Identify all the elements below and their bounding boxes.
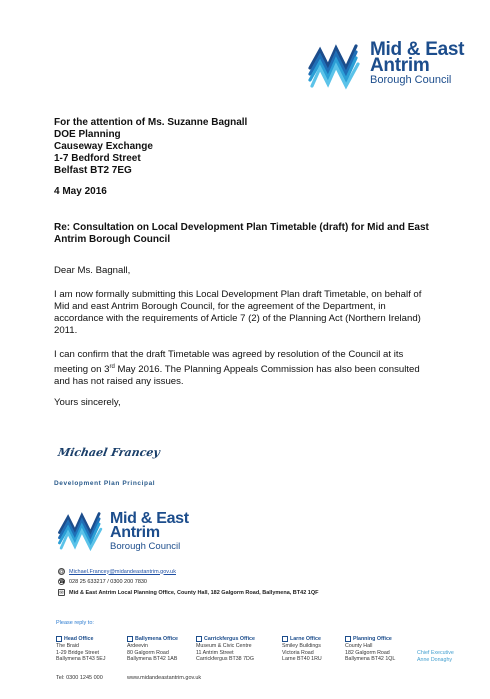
contact-phone: 028 25 633217 / 0300 200 7830	[69, 578, 147, 585]
checkbox-icon	[56, 636, 62, 642]
recipient-line1: For the attention of Ms. Suzanne Bagnall	[54, 117, 248, 128]
office-planning	[345, 636, 395, 663]
footer-tel: Tel: 0300 1245 000	[56, 675, 103, 681]
office-line1: Museum & Civic Centre	[196, 642, 252, 649]
footer-logo-line2: Antrim	[110, 524, 160, 541]
office-name: Head Office	[64, 636, 94, 642]
p2-line2-sup: rd	[109, 364, 115, 370]
closing: Yours sincerely,	[54, 397, 121, 408]
office-line3: Ballymena BT43 5EJ	[56, 656, 106, 663]
email-icon: @	[59, 569, 65, 575]
recipient-address	[54, 117, 247, 177]
paragraph-2	[54, 349, 452, 388]
office-line2: 11 Antrim Street	[196, 649, 234, 656]
p1-line4: 2011.	[54, 325, 78, 336]
paragraph-1	[54, 289, 452, 337]
chief-executive	[417, 650, 454, 664]
office-head	[56, 636, 105, 663]
office-name: Planning Office	[353, 636, 392, 642]
office-name: Carrickfergus Office	[204, 636, 255, 642]
envelope-icon: ✉	[59, 590, 64, 596]
contact-email-row	[58, 568, 176, 575]
office-ballymena	[127, 636, 178, 663]
salutation: Dear Ms. Bagnall,	[54, 265, 131, 276]
checkbox-icon	[196, 636, 202, 642]
checkbox-icon	[282, 636, 288, 642]
signatory-role: Development Plan Principal	[54, 480, 156, 487]
office-line1: The Braid	[56, 642, 79, 649]
subject-line2: Antrim Borough Council	[54, 234, 171, 245]
phone-icon: ☎	[59, 579, 66, 585]
office-larne	[282, 636, 322, 663]
office-line2: 80 Galgorm Road	[127, 649, 169, 656]
checkbox-icon	[345, 636, 351, 642]
office-line1: Ardeevin	[127, 642, 148, 649]
office-line3: Carrickfergus BT38 7DG	[196, 656, 254, 663]
header-logo	[306, 38, 466, 94]
p1-line3: accordance with the requirements of Article 7 (2) of the Planning Act (Northern Ireland)	[54, 313, 421, 324]
footer-logo	[56, 506, 196, 556]
office-line2: Victoria Road	[282, 649, 314, 656]
office-line2: 182 Galgorm Road	[345, 649, 390, 656]
recipient-line2: DOE Planning	[54, 129, 121, 140]
p2-line2-a: meeting on 3	[54, 364, 110, 376]
letter-date: 4 May 2016	[54, 186, 107, 197]
p2-line2	[54, 361, 452, 376]
office-name: Larne Office	[290, 636, 321, 642]
logo-line2: Antrim	[370, 55, 430, 76]
contact-phone-row	[58, 578, 147, 585]
office-line3: Larne BT40 1RU	[282, 656, 322, 663]
contact-email-link[interactable]: Michael.Francey@midandeastantrim.gov.uk	[69, 568, 176, 575]
chief-name: Anne Donaghy	[417, 656, 453, 663]
council-logo-icon-small	[56, 506, 106, 554]
checkbox-icon	[127, 636, 133, 642]
recipient-line5: Belfast BT2 7EG	[54, 165, 132, 176]
office-name: Ballymena Office	[135, 636, 178, 642]
subject-line1: Re: Consultation on Local Development Plan Timetable (draft) for Mid and East	[54, 222, 429, 233]
office-line1: County Hall	[345, 642, 373, 649]
p2-line3: and has not raised any issues.	[54, 376, 184, 388]
p2-line2-b: May 2016. The Planning Appeals Commission has also been consulted	[114, 364, 420, 376]
contact-address: Mid & East Antrim Local Planning Office, County Hall, 182 Galgorm Road, Ballymena, BT42 1QF	[69, 589, 319, 596]
logo-line3: Borough Council	[370, 74, 452, 86]
office-line1: Smiley Buildings	[282, 642, 321, 649]
office-line3: Ballymena BT42 1AB	[127, 656, 178, 663]
p1-line2: Mid and east Antrim Borough Council, for the agreement of the Department, in	[54, 301, 386, 312]
recipient-line3: Causeway Exchange	[54, 141, 153, 152]
recipient-line4: 1-7 Bedford Street	[54, 153, 141, 164]
footer-logo-line1: Mid & East	[110, 510, 189, 527]
logo-line1: Mid & East	[370, 39, 465, 60]
letter-subject	[54, 222, 454, 246]
office-line2: 1-29 Bridge Street	[56, 649, 99, 656]
footer-website[interactable]: www.midandeastantrim.gov.uk	[127, 675, 202, 681]
p2-line1: I can confirm that the draft Timetable was agreed by resolution of the Council at its	[54, 349, 404, 360]
p1-line1: I am now formally submitting this Local Development Plan draft Timetable, on behalf of	[54, 289, 422, 300]
office-carrickfergus	[196, 636, 255, 663]
contact-address-row	[58, 589, 319, 596]
signature: Michael Francey	[56, 446, 161, 459]
council-logo-icon	[306, 38, 364, 92]
chief-title: Chief Executive	[417, 650, 454, 656]
footer-logo-line3: Borough Council	[110, 541, 181, 552]
reply-label: Please reply to:	[56, 620, 94, 626]
office-line3: Ballymena BT42 1QL	[345, 656, 396, 663]
